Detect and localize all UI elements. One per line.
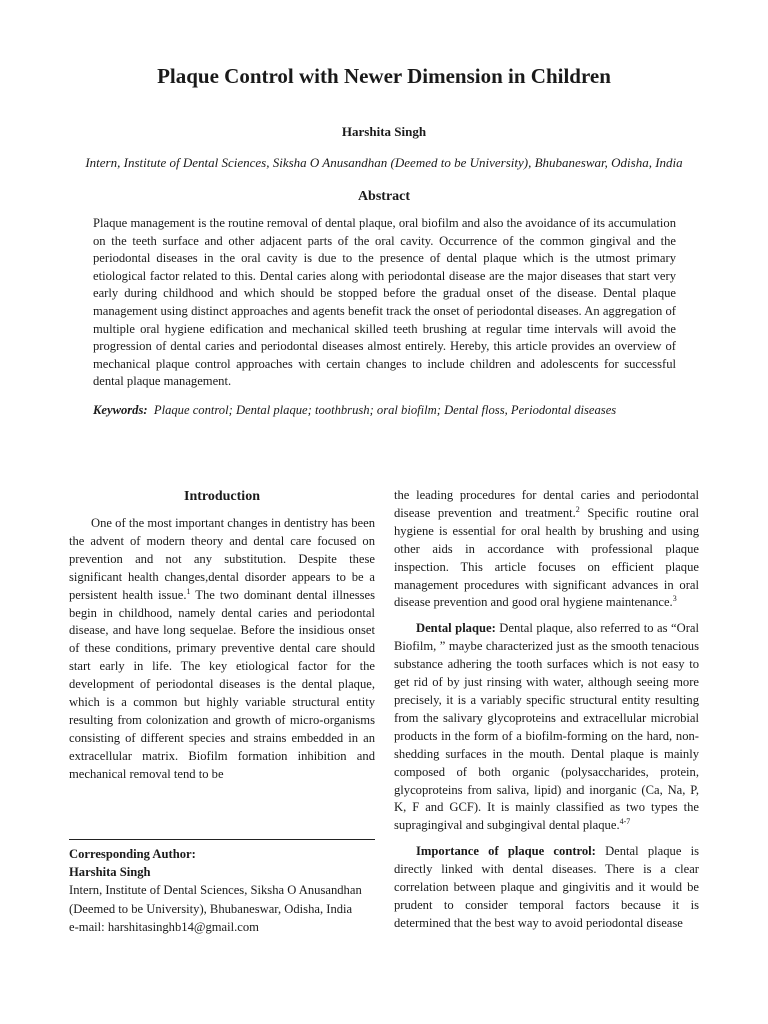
citation-ref: 4-7: [619, 817, 631, 827]
author-name: Harshita Singh: [341, 124, 427, 139]
corresponding-author-email: e-mail: harshitasinghb14@gmail.com: [69, 919, 259, 934]
plaque-control-label: Importance of plaque control:: [416, 844, 596, 859]
plaque-control-text: Dental plaque is directly linked with dental diseases. There is a clear correlation between plaque and gingivitis and it would be prudent to consider temporal factors because it is determined that the best way to avoid periodontal disease: [394, 844, 699, 930]
citation-ref: 2: [575, 504, 580, 514]
keywords-text: Plaque control; Dental plaque; toothbrush; oral biofilm; Dental floss, Periodontal diseases: [153, 403, 617, 417]
intro-cont-text-a: the leading procedures for dental caries and periodontal disease prevention and treatment.: [394, 488, 699, 520]
intro-text-a: One of the most important changes in dentistry has been the advent of modern theory and dental care focused on prevention and not any substitution. Despite these significant health changes,dental disorder appears to be a persistent health issue.: [69, 516, 375, 602]
introduction-paragraph: [69, 515, 375, 784]
introduction-continuation: [394, 487, 699, 612]
citation-ref: 1: [186, 586, 191, 596]
abstract-text: Plaque management is the routine removal of dental plaque, oral biofilm and also the avoidance of its accumulation on the teeth surface and other adjacent parts of the oral cavity. Occurrence of the common gingival and the periodontal diseases in the oral cavity is due to the presence of dental plaque which is the utmost primary etiological factor related to this. Dental caries along with periodontal disease are the major diseases that start very early during childhood and which should be stopped before the gradual onset of the disease. Dental plaque management using distinct approaches and agents benefit track the onset of periodontal diseases. An aggregation of multiple oral hygiene edification and mechanical skilled teeth brushing at regular time intervals will avoid the progression of dental caries and periodontal diseases almost entirely. Hereby, this article provides an overview of mechanical plaque control approaches with certain changes to include children and adolescents for successful dental plaque management.: [93, 216, 676, 389]
corresponding-author-address: Intern, Institute of Dental Sciences, Siksha O Anusandhan (Deemed to be University), Bhubaneswar, Odisha, India: [69, 883, 362, 916]
dental-plaque-label: Dental plaque:: [416, 621, 496, 636]
corresponding-author-name: Harshita Singh: [69, 865, 151, 880]
left-column: [69, 487, 375, 784]
corresponding-author-block: [69, 845, 375, 936]
abstract-heading: Abstract: [357, 189, 411, 204]
author-affiliation: Intern, Institute of Dental Sciences, Siksha O Anusandhan (Deemed to be University), Bhubaneswar, Odisha, India: [85, 155, 683, 170]
dental-plaque-paragraph: [394, 620, 699, 835]
intro-text-b: The two dominant dental illnesses begin in childhood, namely dental caries and periodontal disease, and have long sequelae. Before the insidious onset of these conditions, primary preventive dental care should start early in life. The key etiological factor for the development of periodontal diseases is the dental plaque, which is a common but highly variable structural entity resulting from colonization and growth of micro-organisms consisting of different species and strains embedded in an extracellular matrix. Biofilm formation inhibition and mechanical removal tend to be: [69, 587, 375, 781]
citation-ref: 3: [672, 594, 677, 604]
paper-title: Plaque Control with Newer Dimension in Children: [157, 64, 611, 88]
plaque-control-paragraph: [394, 843, 699, 933]
keywords: [93, 403, 693, 418]
introduction-heading: Introduction: [184, 489, 260, 504]
keywords-label: Keywords:: [93, 403, 148, 417]
dental-plaque-text: Dental plaque, also referred to as “Oral Biofilm, ” maybe characterized just as the smooth tenacious substance adhering the tooth surfaces which is not easy to get rid of by just rinsing with water, although seeing more precisely, it is a variably specific structural entity resulting from the salivary glycoproteins and extracellular microbial products in the form of a biofilm-forming on the hard, non-shedding surfaces in the mouth. Dental plaque is mainly composed of both organic (polysaccharides, protein, glycoproteins from saliva, lipid) and inorganic (Ca, Na, P, K, F and GCF). It is mainly classified as two types the supragingival and subgingival dental plaque.: [394, 621, 699, 833]
right-column: [394, 487, 699, 933]
intro-cont-text-b: Specific routine oral hygiene is essential for oral health by brushing and using other aids in accordance with professional plaque inspection. This article focuses on efficient plaque management procedures with significant advances in oral disease prevention and good oral hygiene maintenance.: [394, 505, 699, 610]
footnote-divider: [69, 839, 375, 840]
corresponding-author-label: Corresponding Author:: [69, 847, 196, 861]
